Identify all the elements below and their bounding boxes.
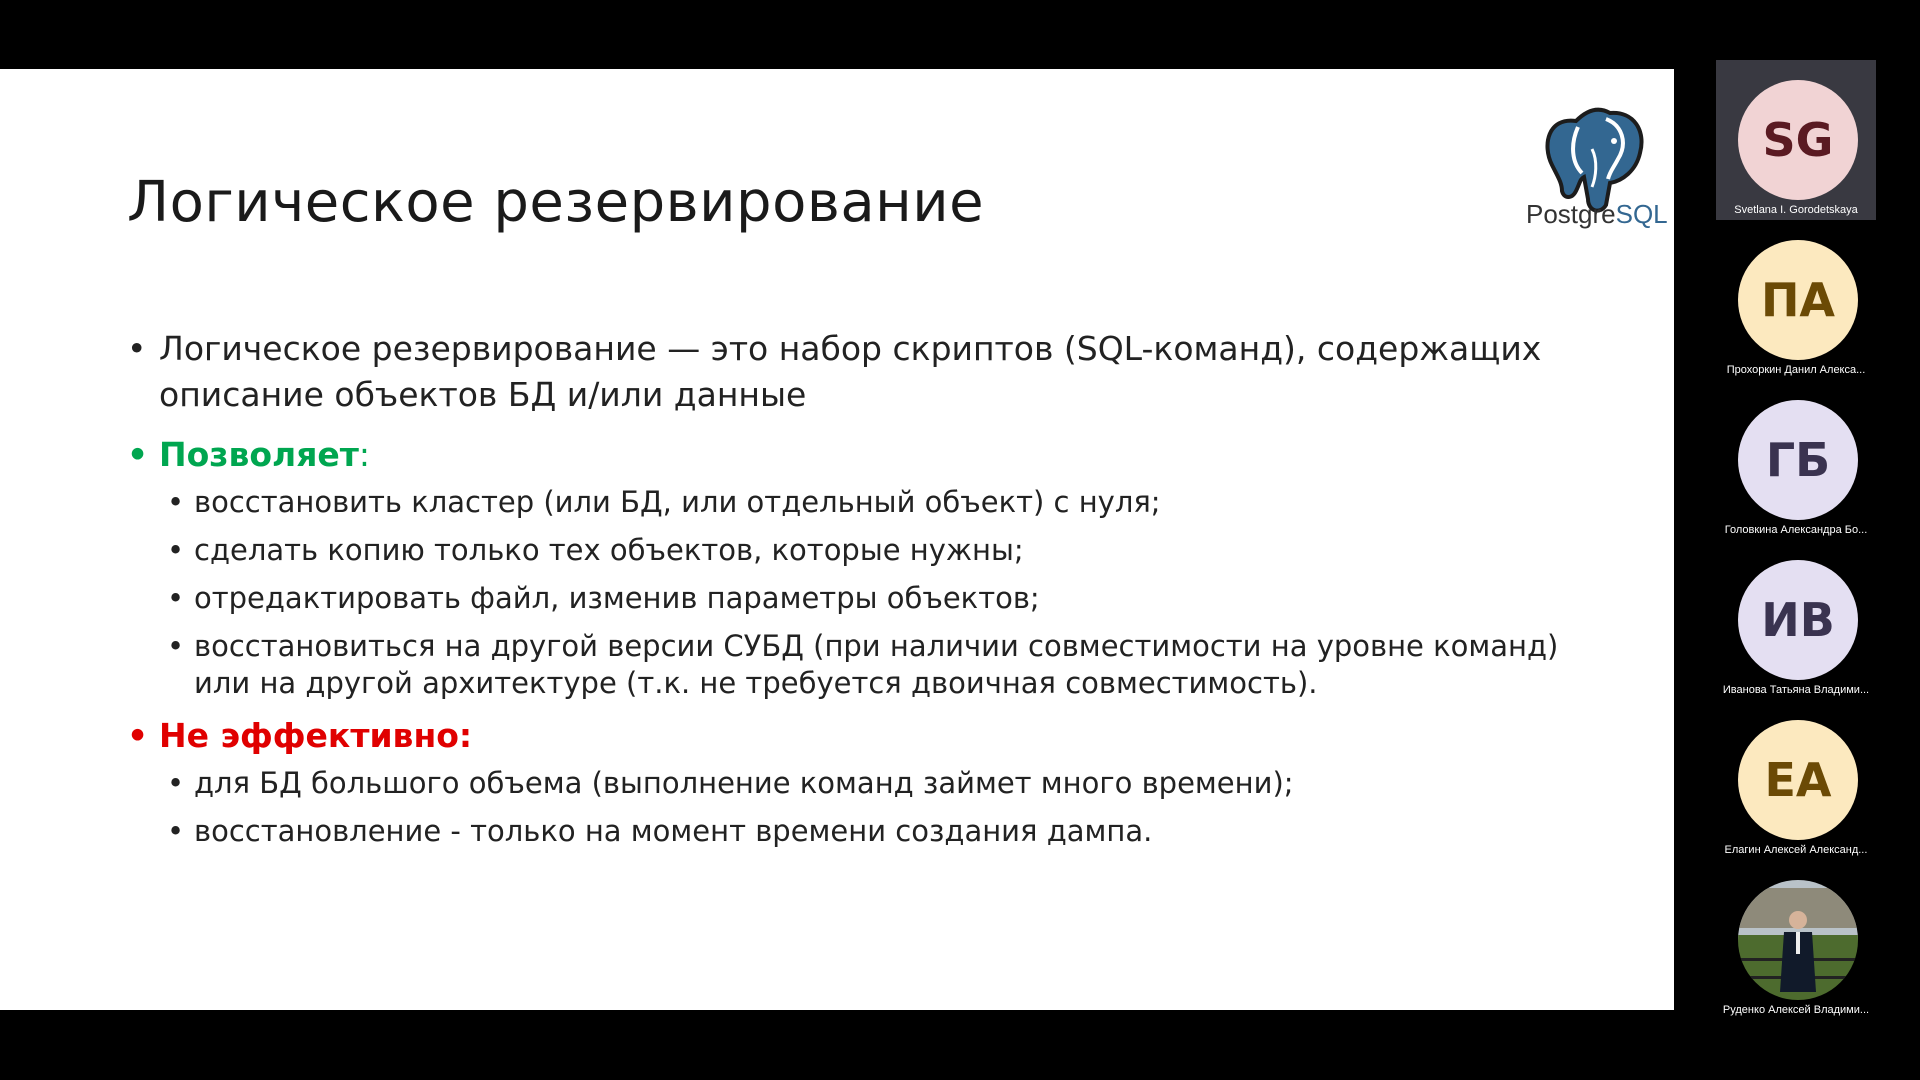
allows-item-text: восстановить кластер (или БД, или отдельный объект) с нуля; [194, 485, 1161, 519]
avatar [1738, 240, 1858, 360]
intro-text: Логическое резервирование — это набор скриптов (SQL-команд), содержащих описание объектов БД и/или данные [159, 329, 1542, 414]
avatar-initials: ПА [1760, 273, 1836, 327]
participant-name: Иванова Татьяна Владими... [1722, 684, 1870, 696]
participant-name: Елагин Алексей Александ... [1724, 844, 1868, 856]
allows-item [127, 628, 1587, 702]
avatar-initials: ГБ [1765, 433, 1831, 487]
bullet-dot: • [127, 435, 149, 474]
participant-tile[interactable] [1716, 220, 1876, 380]
participant-tile[interactable] [1716, 860, 1876, 1020]
not-effective-item [127, 765, 1587, 802]
avatar [1738, 400, 1858, 520]
participant-name: Прохоркин Данил Алекса... [1726, 364, 1866, 376]
slide-content [127, 326, 1587, 861]
bullet-dot: • [167, 485, 185, 519]
avatar-photo [1738, 880, 1858, 1000]
avatar [1738, 80, 1858, 200]
participant-name: Svetlana I. Gorodetskaya [1734, 204, 1858, 216]
participant-name: Руденко Алексей Владими... [1722, 1004, 1870, 1016]
logo-text-prefix: Postgre [1526, 199, 1616, 229]
participant-tile[interactable] [1716, 700, 1876, 860]
not-effective-item-text: восстановление - только на момент времени создания дампа. [194, 814, 1153, 848]
bullet-dot: • [167, 766, 185, 800]
not-effective-item [127, 813, 1587, 850]
avatar [1738, 720, 1858, 840]
allows-item [127, 532, 1587, 569]
slide-title: Логическое резервирование [127, 170, 985, 235]
intro-bullet [127, 326, 1587, 418]
logo-text-suffix: SQL [1615, 199, 1668, 229]
not-effective-heading [127, 713, 1587, 759]
bullet-dot: • [127, 329, 147, 368]
postgresql-logo-text [1526, 199, 1668, 230]
not-effective-item-text: для БД большого объема (выполнение команд займет много времени); [194, 766, 1294, 800]
avatar [1738, 560, 1858, 680]
participant-name: Головкина Александра Бо... [1724, 524, 1868, 536]
bullet-dot: • [167, 629, 185, 663]
allows-heading-colon: : [358, 435, 371, 474]
bullet-dot: • [167, 814, 185, 848]
person-photo-icon [1738, 880, 1858, 1000]
bullet-dot: • [167, 581, 185, 615]
allows-item-text: отредактировать файл, изменив параметры объектов; [194, 581, 1040, 615]
allows-item-text: сделать копию только тех объектов, которые нужны; [194, 533, 1024, 567]
allows-item-text: восстановиться на другой версии СУБД (при наличии совместимости на уровне команд) или на другой архитектуре (т.к. не требуется двоичная совместимость). [194, 629, 1559, 700]
avatar-initials: ИВ [1761, 593, 1835, 647]
bullet-dot: • [167, 533, 185, 567]
allows-heading-text: Позволяет [159, 435, 359, 474]
allows-item [127, 580, 1587, 617]
presentation-slide [0, 69, 1674, 1010]
allows-item [127, 484, 1587, 521]
allows-heading [127, 432, 1587, 478]
participant-tile[interactable] [1716, 380, 1876, 540]
participant-tile-active[interactable] [1716, 60, 1876, 220]
avatar-initials: ЕА [1764, 753, 1832, 807]
participant-tile[interactable] [1716, 540, 1876, 700]
not-effective-heading-text: Не эффективно: [159, 716, 473, 755]
avatar-initials: SG [1762, 113, 1834, 167]
bullet-dot: • [127, 716, 149, 755]
